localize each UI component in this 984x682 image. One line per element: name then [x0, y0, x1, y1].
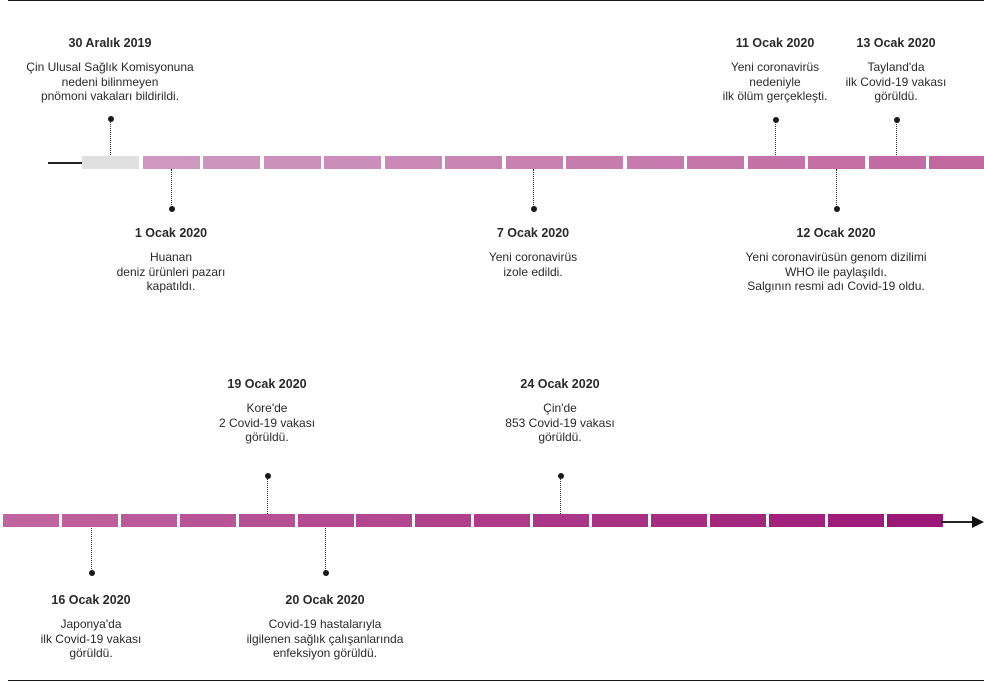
timeline-segment	[566, 156, 623, 169]
event-13-ocak	[846, 36, 947, 104]
event-30-aralik	[26, 36, 193, 104]
timeline-segment	[239, 514, 295, 527]
event-desc-line: ilk ölüm gerçekleşti.	[722, 89, 828, 103]
timeline-segment	[82, 156, 139, 169]
event-desc-line: 2 Covid-19 vakası	[218, 415, 316, 430]
timeline-segment	[445, 156, 502, 169]
timeline-segment	[474, 514, 530, 527]
timeline-segment	[203, 156, 260, 169]
event-desc-line: Covid-19 hastalarıyla	[268, 617, 382, 631]
timeline-segment	[687, 156, 744, 169]
top-rule	[8, 0, 984, 1]
timeline-segment	[592, 514, 648, 527]
event-desc-line: pnömoni vakaları bildirildi.	[40, 89, 180, 103]
event-19-ocak	[219, 377, 315, 445]
timeline-segment	[769, 514, 825, 527]
event-desc-line: görüldü.	[245, 430, 289, 444]
event-desc-line: Salgının resmi adı Covid-19 oldu.	[747, 279, 925, 293]
event-24-ocak-connector	[560, 477, 561, 514]
event-11-ocak-connector	[775, 121, 776, 155]
event-desc-line: Kore'de	[246, 401, 288, 415]
event-desc-line: nedeniyle	[749, 74, 801, 89]
event-date: 19 Ocak 2020	[227, 377, 307, 391]
event-date: 30 Aralık 2019	[68, 36, 152, 50]
event-desc-line: Çin'de	[543, 401, 577, 415]
event-date: 7 Ocak 2020	[496, 226, 570, 240]
timeline-arrow-icon	[972, 516, 984, 528]
timeline-segment	[298, 514, 354, 527]
timeline-segment	[143, 156, 200, 169]
event-12-ocak	[746, 226, 927, 294]
event-desc-line: Yeni coronavirüsün genom dizilimi	[745, 250, 927, 264]
event-desc-line: Çin Ulusal Sağlık Komisyonuna	[26, 60, 194, 74]
event-12-ocak-connector	[836, 169, 837, 207]
event-16-ocak	[41, 593, 142, 661]
bottom-rule	[8, 680, 984, 681]
timeline-segment	[264, 156, 321, 169]
event-desc-line: görüldü.	[874, 89, 918, 103]
timeline-segment	[415, 514, 471, 527]
timeline-segment	[869, 156, 926, 169]
event-desc-line: ilk Covid-19 vakası	[40, 631, 142, 646]
timeline-segment	[808, 156, 865, 169]
event-24-ocak	[505, 377, 614, 445]
event-16-ocak-dot	[89, 570, 95, 576]
timeline-segment	[929, 156, 984, 169]
event-date: 1 Ocak 2020	[134, 226, 208, 240]
event-desc-line: 853 Covid-19 vakası	[505, 415, 615, 430]
event-desc-line: ilk Covid-19 vakası	[845, 74, 947, 89]
event-desc-line: deniz ürünleri pazarı	[116, 264, 226, 279]
event-desc-line: ilgilenen sağlık çalışanlarında	[246, 631, 404, 646]
timeline-segment	[651, 514, 707, 527]
event-20-ocak	[247, 593, 404, 661]
event-13-ocak-connector	[896, 121, 897, 155]
event-desc-line: WHO ile paylaşıldı.	[784, 264, 888, 279]
event-desc-line: görüldü.	[538, 430, 582, 444]
event-desc-line: Huanan	[149, 250, 193, 264]
timeline-end-line	[941, 521, 973, 523]
event-19-ocak-dot	[265, 473, 271, 479]
event-desc-line: Tayland'da	[867, 60, 925, 74]
event-desc-line: Japonya'da	[60, 617, 122, 631]
event-24-ocak-dot	[558, 473, 564, 479]
event-date: 12 Ocak 2020	[796, 226, 876, 240]
event-date: 13 Ocak 2020	[856, 36, 936, 50]
timeline-segment	[533, 514, 589, 527]
timeline-segment	[356, 514, 412, 527]
event-20-ocak-connector	[325, 528, 326, 571]
event-30-aralik-connector	[110, 119, 111, 155]
event-20-ocak-dot	[323, 570, 329, 576]
timeline-segment	[627, 156, 684, 169]
event-7-ocak	[489, 226, 577, 279]
timeline-segment	[121, 514, 177, 527]
event-13-ocak-dot	[894, 117, 900, 123]
event-desc-line: nedeni bilinmeyen	[61, 74, 159, 89]
timeline-segment	[180, 514, 236, 527]
timeline-segment	[62, 514, 118, 527]
event-19-ocak-connector	[267, 477, 268, 514]
timeline-start-line	[48, 162, 82, 164]
event-date: 20 Ocak 2020	[285, 593, 365, 607]
event-desc-line: görüldü.	[69, 646, 113, 660]
timeline-segment	[887, 514, 943, 527]
event-desc-line: kapatıldı.	[146, 279, 196, 293]
timeline-segment	[385, 156, 442, 169]
event-desc-line: Yeni coronavirüs	[488, 250, 578, 264]
timeline-segment	[828, 514, 884, 527]
event-date: 24 Ocak 2020	[520, 377, 600, 391]
event-16-ocak-connector	[91, 528, 92, 571]
event-7-ocak-connector	[533, 169, 534, 207]
timeline-segment	[324, 156, 381, 169]
timeline-segment	[506, 156, 563, 169]
event-30-aralik-dot	[108, 116, 114, 122]
timeline-segment	[3, 514, 59, 527]
event-desc-line: Yeni coronavirüs	[730, 60, 820, 74]
event-12-ocak-dot	[834, 206, 840, 212]
event-desc-line: enfeksiyon görüldü.	[272, 646, 378, 660]
event-7-ocak-dot	[531, 206, 537, 212]
event-desc-line: izole edildi.	[503, 264, 563, 279]
event-date: 11 Ocak 2020	[735, 36, 815, 50]
event-1-ocak-connector	[171, 169, 172, 207]
event-11-ocak-dot	[773, 117, 779, 123]
timeline-segment	[748, 156, 805, 169]
event-date: 16 Ocak 2020	[51, 593, 131, 607]
event-11-ocak	[723, 36, 828, 104]
event-1-ocak	[117, 226, 226, 294]
event-1-ocak-dot	[169, 206, 175, 212]
timeline-segment	[710, 514, 766, 527]
